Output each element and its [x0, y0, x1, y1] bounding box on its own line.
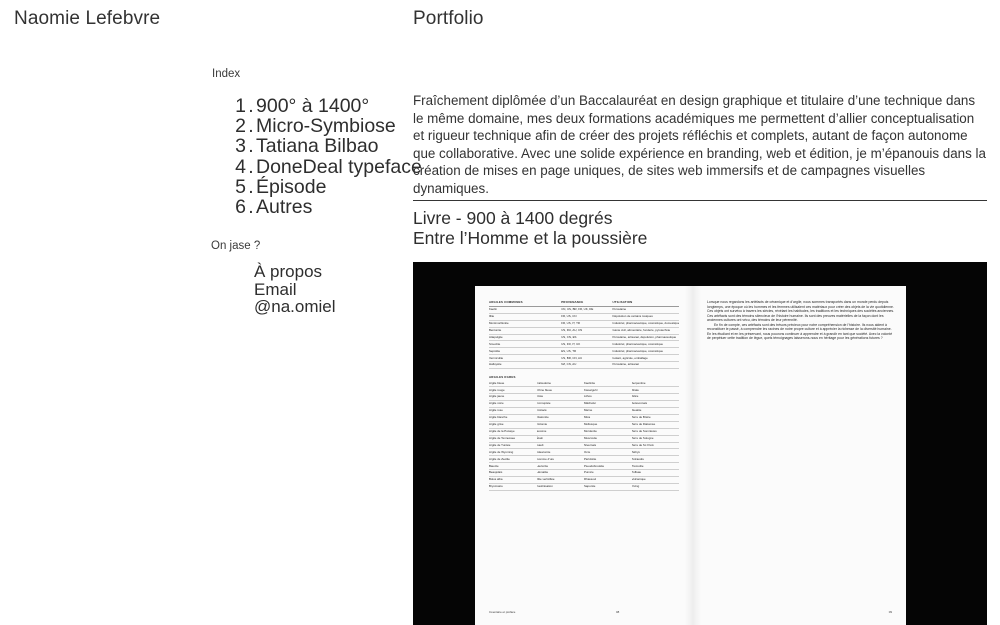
table-cell: Industriel, pharmaceutique, cosmétique	[612, 348, 679, 355]
table-cell: Porcelaine, artisanat	[612, 362, 679, 369]
index-item-number: 1	[235, 95, 246, 117]
table-row	[489, 442, 679, 449]
book-page-left	[475, 286, 694, 625]
index-item[interactable]	[222, 177, 412, 197]
project-title-line-1: Livre - 900 à 1400 degrés	[413, 208, 613, 228]
book-paragraph-2: En fin de compte, ces artéfacts sont des trésors précieux pour notre compréhension de l’histoire. Ils nous aident à reconstituer le passé, à comprendre les racines de notre propre culture et à apprécier la richesse de la diversité humaine. En les étudiant et en les préservant, nous pouvons continuer à apprendre et à grandir en tant que société. Avec la volonté de perpétuer cette tradition de lègue, quels témoignages laisserons-nous en héritage pour les générations futures ?	[707, 322, 893, 341]
index-item-dot: .	[248, 155, 254, 178]
table-cell: NZ, CN, AU	[561, 362, 612, 369]
table-cell: US, CN, ES	[561, 334, 612, 341]
index-list	[222, 95, 422, 219]
table-cell: Ocre	[584, 449, 632, 456]
table-cell: Eocène	[537, 428, 585, 435]
table-cell: US, RU, AU, CN	[561, 327, 612, 334]
table-cell: Tétraèdre	[632, 456, 680, 463]
argiles-rares-table	[489, 380, 679, 491]
index-item-dot: .	[248, 95, 254, 117]
index-item-number: 6	[235, 196, 246, 219]
table-cell: Terre de Brière	[632, 414, 680, 421]
argiles-rares-block	[489, 375, 679, 491]
table-cell: Rhassoul	[584, 477, 632, 484]
table-cell: Bentonite	[489, 327, 561, 334]
table-row	[489, 435, 679, 442]
table-row	[489, 414, 679, 421]
table-cell: Mâchefer	[584, 401, 632, 408]
table-cell: Sepiolite	[489, 348, 561, 355]
project-heading	[413, 209, 987, 248]
table-cell: Illite	[489, 313, 561, 320]
table-cell: Isolant, agricole, emballage	[612, 355, 679, 362]
table-cell: Gault	[537, 442, 585, 449]
table-cell: Hématite	[537, 470, 585, 477]
table-cell: Argile noire	[489, 401, 537, 408]
argiles-communes-table	[489, 300, 679, 369]
index-item-label: Tatiana Bilbao	[256, 135, 379, 158]
table-row	[489, 387, 679, 394]
table-cell: Ciste	[537, 394, 585, 401]
argiles-communes-block	[489, 300, 679, 369]
table-row	[489, 483, 679, 490]
table-cell: Montmorillonite	[489, 320, 561, 327]
table-row	[489, 327, 679, 334]
table-cell: Kaolinite	[584, 380, 632, 386]
table-cell: Illite verticillée	[537, 477, 585, 484]
table-row	[489, 306, 679, 313]
table-cell: Mica	[584, 414, 632, 421]
index-item-label: Autres	[256, 196, 313, 219]
table-cell: Tethys	[632, 449, 680, 456]
book-page-right	[693, 286, 906, 625]
table-cell: Glauconite	[537, 449, 585, 456]
table-row	[489, 394, 679, 401]
index-item-dot: .	[248, 115, 254, 138]
book-spread-figure[interactable]	[413, 262, 987, 625]
project-title-line-2: Entre l’Homme et la poussière	[413, 227, 648, 248]
table-cell: Argile rouge	[489, 387, 537, 394]
table-cell: Crétacé	[537, 408, 585, 415]
contact-label: On jase ?	[211, 240, 261, 252]
index-item[interactable]	[222, 136, 412, 156]
index-item-label: Épisode	[256, 175, 327, 198]
table-row	[489, 320, 679, 327]
table-cell: Kaolin	[489, 306, 561, 313]
table-cell: Mollusque	[584, 421, 632, 428]
table-cell: Silice	[632, 394, 680, 401]
table-cell: Nivernais	[584, 442, 632, 449]
table-cell: Argile bleue	[489, 380, 537, 386]
table-cell: Génie civil, alimentaire, fonderie, pyrotechnie	[612, 327, 679, 334]
table-cell: Marne	[584, 408, 632, 415]
table-cell: Calcedoine	[537, 380, 585, 386]
table-cell: Halloysite	[489, 362, 561, 369]
table-row	[489, 463, 679, 470]
table-row	[489, 456, 679, 463]
table-cell: Lithos	[584, 394, 632, 401]
table-cell: Chine bleue	[537, 387, 585, 394]
table-cell: Argile blanche	[489, 414, 537, 421]
index-item-number: 4	[235, 155, 246, 178]
table-column-header: PROVENANCE	[561, 300, 612, 306]
table-column-header: UTILISATION	[612, 300, 679, 306]
table-cell: Dolomie	[537, 421, 585, 428]
index-item-number: 5	[235, 175, 246, 198]
index-item-label: DoneDeal typeface	[256, 155, 422, 178]
table-cell: Argile de Wyoming	[489, 449, 537, 456]
table-row	[489, 421, 679, 428]
table-row	[489, 449, 679, 456]
table-cell: Steatite	[632, 408, 680, 415]
book-body-copy	[707, 300, 895, 341]
table-column-header: ARGILES COMMUNES	[489, 300, 561, 306]
index-item-dot: .	[248, 175, 254, 198]
table-cell: Shale	[632, 387, 680, 394]
table-cell: Hectorite	[537, 463, 585, 470]
book-folio-right: 09	[888, 610, 892, 614]
contact-link[interactable]: À propos	[254, 262, 323, 281]
argiles-rares-title: ARGILES RARES	[489, 375, 516, 379]
table-cell: Argile rose	[489, 408, 537, 415]
table-cell: ES, US, TR	[561, 348, 612, 355]
table-cell: Argile de Tennessee	[489, 435, 537, 442]
table-cell: Vermiculite	[489, 355, 561, 362]
index-item-number: 3	[235, 135, 246, 158]
table-cell: Beaujolais	[489, 470, 537, 477]
table-cell: FR, US, IT, TR	[561, 320, 612, 327]
table-cell: Argile grise	[489, 421, 537, 428]
table-cell: Péridotite	[584, 456, 632, 463]
table-row	[489, 401, 679, 408]
table-cell: Argile jaune	[489, 394, 537, 401]
contact-list	[254, 263, 336, 316]
table-cell: Pseudobrookite	[584, 463, 632, 470]
table-row	[489, 477, 679, 484]
table-cell: Bauxite	[489, 463, 537, 470]
table-cell: Saponite	[584, 483, 632, 490]
table-cell: Muscovite	[584, 435, 632, 442]
index-item[interactable]	[222, 197, 412, 217]
index-item-number: 2	[235, 115, 246, 138]
index-item-label: Micro-Symbiose	[256, 115, 396, 138]
book-paragraph-1: Lorsque nous regardons les artéfacts de céramique et d’argile, nous sommes transportés dans un monde perdu depuis longtemps, une époque où les hommes et les femmes utilisaient ces matériaux pour créer des objets de la vie quotidienne. Ces objets ont survécu à travers les siècles, révélant les habitudes, les traditions et les techniques des sociétés anciennes. Ces artéfacts sont des témoins silencieux de l’histoire humaine. Ils sont des preuves matérielles de la façon dont les anciennes cultures ont vécu, des témoins de leur pérennité.	[707, 300, 895, 323]
table-cell: Porcelaine	[612, 306, 679, 313]
book-footer-caption: Inventaire et préface	[489, 610, 516, 614]
table-cell: Mordenite	[584, 428, 632, 435]
book-folio-left: 08	[616, 610, 620, 614]
table-row	[489, 470, 679, 477]
table-cell: CN, US, BR, FR, UK, DE	[561, 306, 612, 313]
table-row	[489, 341, 679, 348]
table-cell: Terre de Sologne	[632, 435, 680, 442]
index-item-dot: .	[248, 196, 254, 219]
table-cell: Trémolite	[632, 463, 680, 470]
index-item[interactable]	[222, 155, 422, 178]
table-cell: US, FR, IT, UK	[561, 341, 612, 348]
contact-link[interactable]: @na.omiel	[254, 297, 336, 317]
table-cell: Smectite	[489, 341, 561, 348]
table-cell: Soissonnais	[632, 401, 680, 408]
site-name: Naomie Lefebvre	[14, 8, 161, 29]
table-cell: Attapulgite	[489, 334, 561, 341]
table-cell: Yixing	[632, 483, 680, 490]
table-cell: Industriel, pharmaceutique, cosmétique, domestique	[612, 320, 679, 327]
table-cell: Argile de la Puisaye	[489, 428, 537, 435]
table-cell: Kieselguhr	[584, 387, 632, 394]
table-cell: Diatomite	[537, 414, 585, 421]
index-item-dot: .	[248, 135, 254, 158]
table-cell: Cornupiste	[537, 401, 585, 408]
index-item[interactable]	[222, 116, 412, 136]
table-cell: Tuffeau	[632, 470, 680, 477]
section-divider	[413, 200, 987, 201]
table-row	[489, 428, 679, 435]
table-cell: Serpentine	[632, 380, 680, 386]
table-cell: Porcelaine, artisanat, dépolution, pharmaceutique	[612, 334, 679, 341]
bio-paragraph: Fraîchement diplômée d’un Baccalauréat en design graphique et titulaire d’une technique dans le même domaine, mes deux formations académiques me permettent d’allier conceptualisation et rigueur technique afin de créer des projets réfléchis et complets, autant de façon autonome que collaborative. Avec une solide expérience en branding, web et édition, je m’épanouis dans la création de mises en page uniques, de sites web immersifs et de campagnes visuelles dynamiques.	[413, 93, 986, 196]
table-cell: Étain	[537, 435, 585, 442]
table-row	[489, 408, 679, 415]
table-cell: Dépolution de certains toxiques	[612, 313, 679, 320]
index-item-label: 900° à 1400°	[256, 95, 370, 117]
table-cell: Industriel, pharmaceutique, cosmétique	[612, 341, 679, 348]
table-cell: Volcanique	[632, 477, 680, 484]
table-row	[489, 355, 679, 362]
table-row	[489, 348, 679, 355]
table-cell: Terre de Somnières	[632, 428, 680, 435]
table-cell: Terre de Diatomée	[632, 421, 680, 428]
table-cell: Bolus alba	[489, 477, 537, 484]
section-label-portfolio: Portfolio	[413, 8, 484, 29]
table-cell: FR, US, CN	[561, 313, 612, 320]
table-cell: Argile de Tunisie	[489, 442, 537, 449]
table-cell: Kaolinisation	[537, 483, 585, 490]
table-row	[489, 334, 679, 341]
table-cell: Gomme d’ure	[537, 456, 585, 463]
table-cell: Terre de St-Yriéix	[632, 442, 680, 449]
table-cell: US, BR, CN, AU	[561, 355, 612, 362]
table-row	[489, 362, 679, 369]
contact-link[interactable]: Email	[254, 279, 297, 299]
table-row	[489, 313, 679, 320]
index-label: Index	[212, 68, 241, 80]
table-cell: Pumice	[584, 470, 632, 477]
table-cell: Argile de Zeolite	[489, 456, 537, 463]
table-cell: Bryozoaire	[489, 483, 537, 490]
index-item[interactable]	[222, 96, 412, 116]
